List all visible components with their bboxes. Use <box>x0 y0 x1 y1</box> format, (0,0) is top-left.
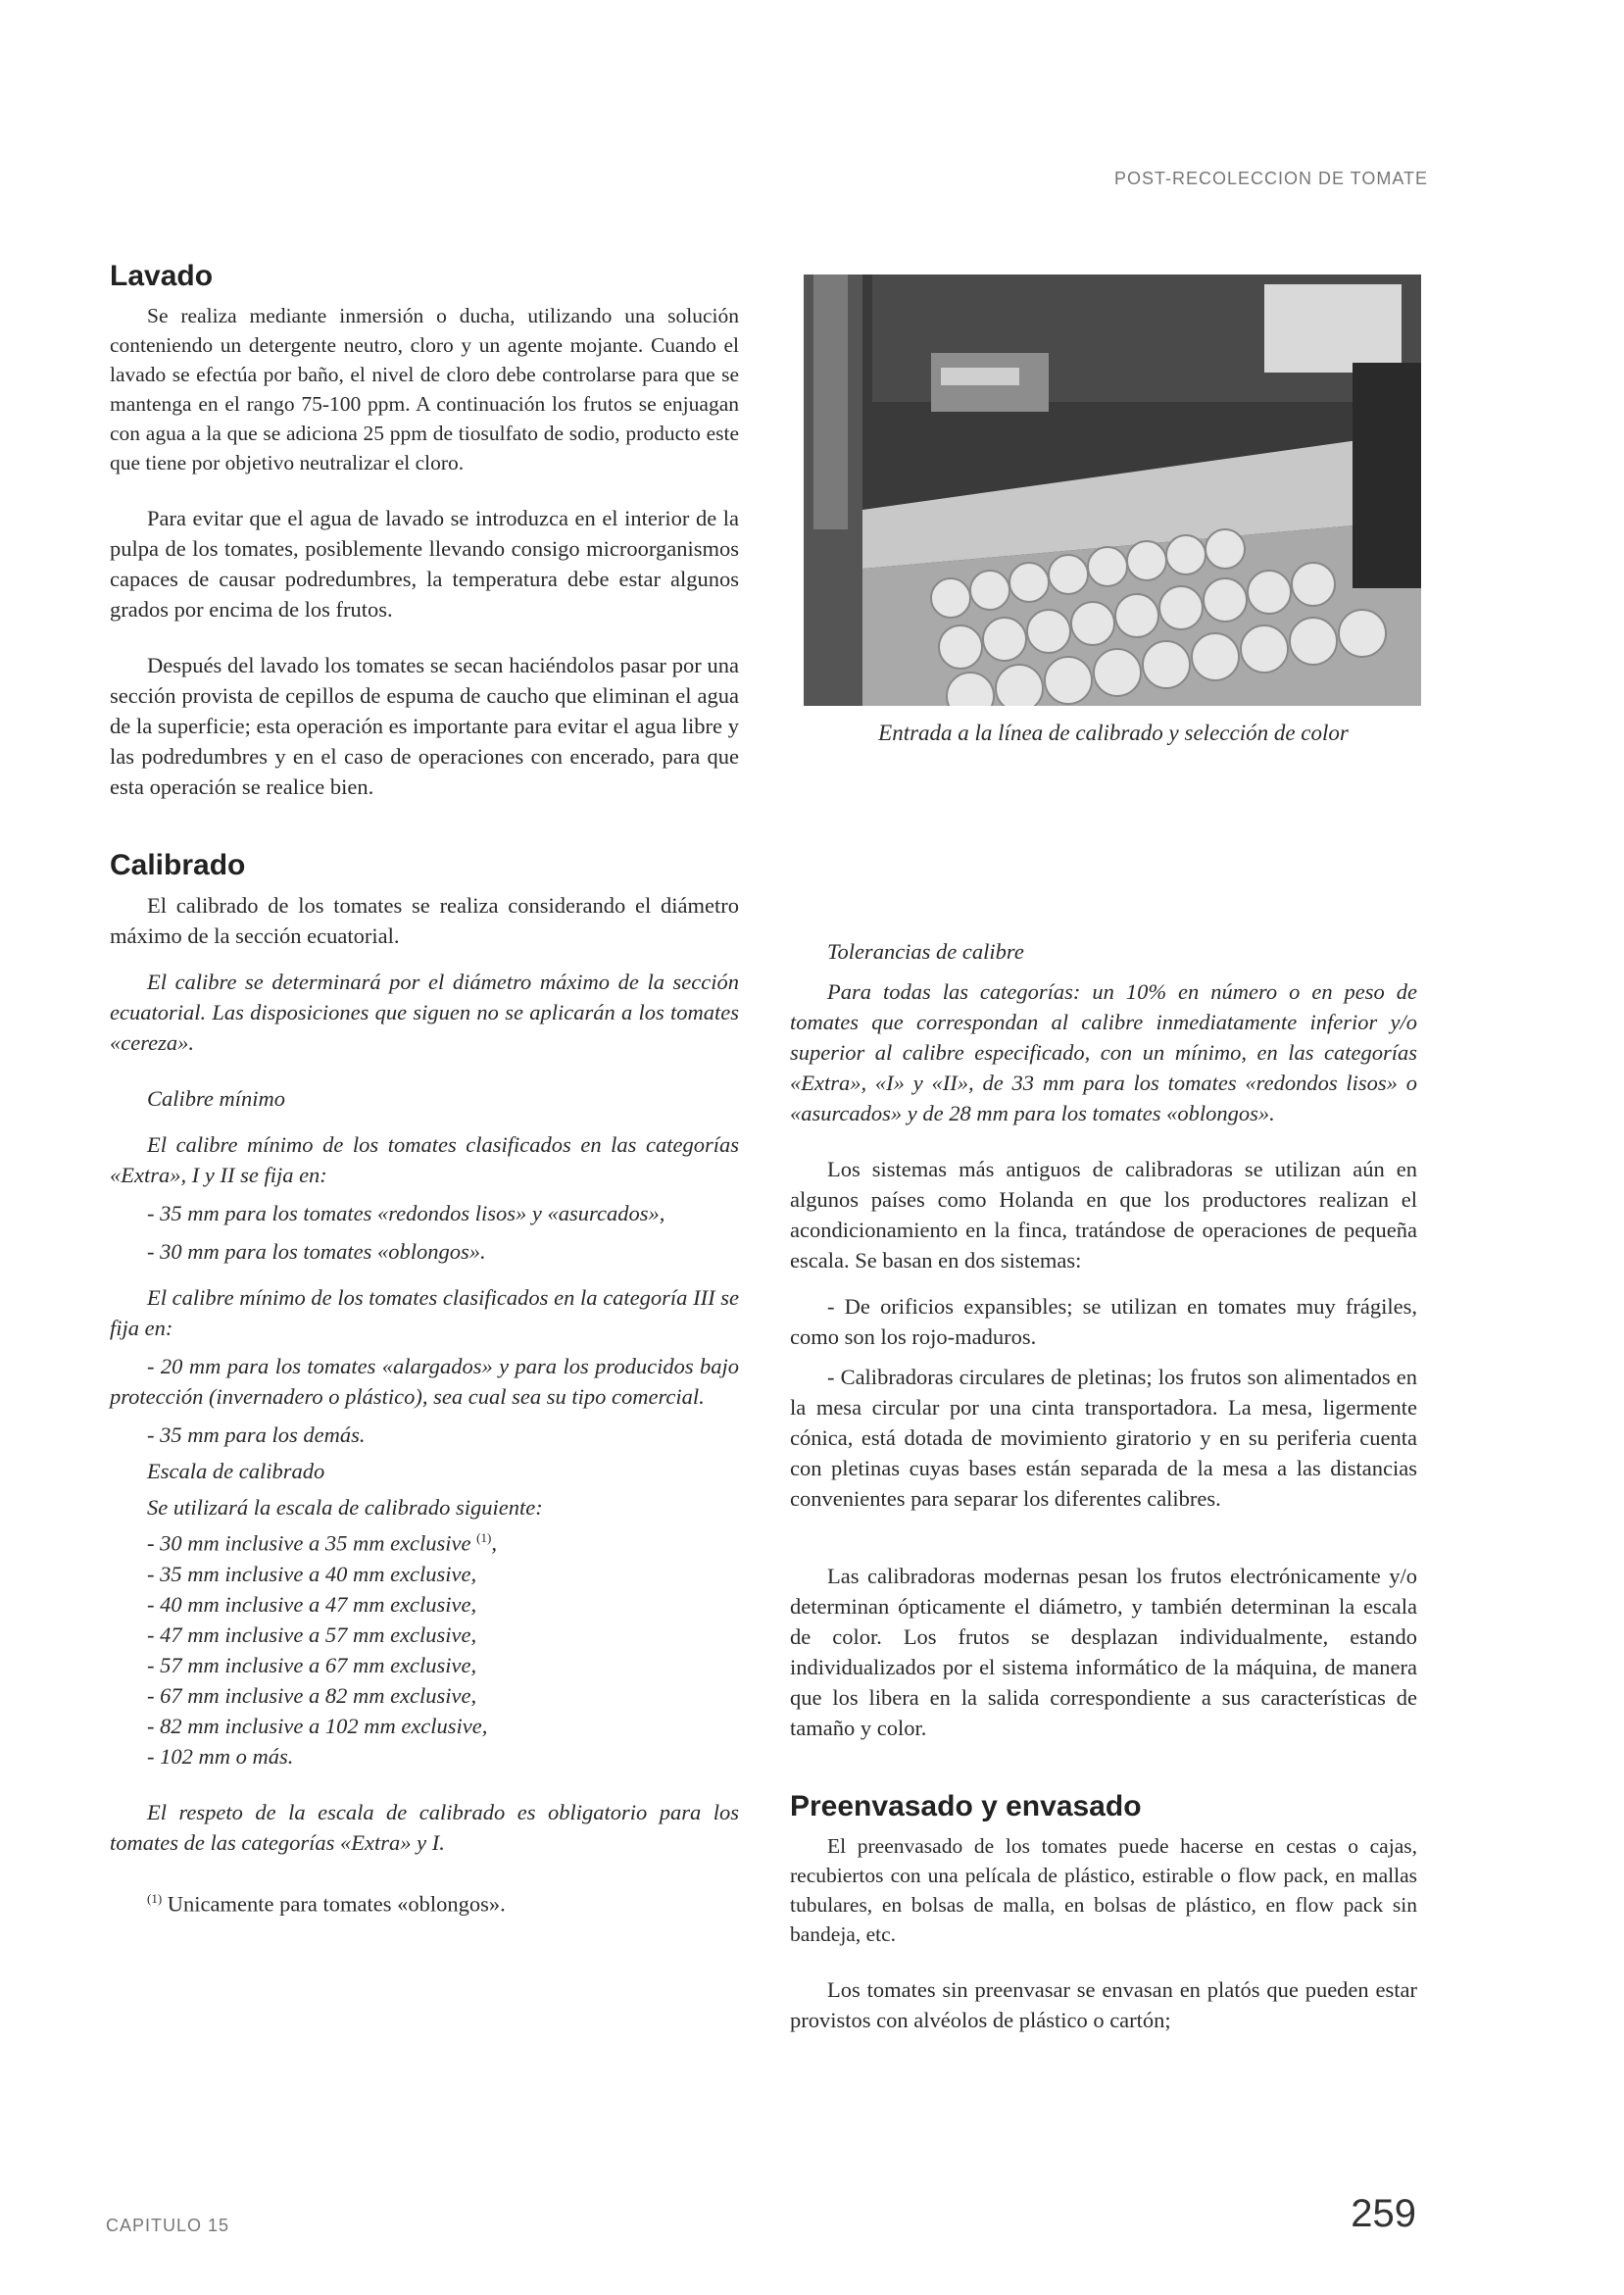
sistemas-paragraph-4: Las calibradoras modernas pesan los frutos electrónicamente y/o determinan ópticamente el diámetro, y también determinan la escala de color. Los frutos se desplazan individualmente, estando individualizados por el sistema informático de la máquina, de manera que los libera en la salida correspondiente a sus características de tamaño y color. <box>790 1564 1417 1740</box>
list-item: - 20 mm para los tomates «alargados» y para los producidos bajo protección (invernadero o plástico), sea cual sea su tipo comercial. <box>110 1354 739 1409</box>
section-title-lavado: Lavado <box>110 260 214 292</box>
escala-heading: Escala de calibrado <box>147 1459 325 1483</box>
list-item: - 82 mm inclusive a 102 mm exclusive, <box>147 1713 488 1738</box>
preenvasado-paragraph-1: El preenvasado de los tomates puede hacerse en cestas o cajas, recubiertos con una pelícala de plástico, estirable o flow pack, en mallas tubulares, en bolsas de malla, en bolsas de plástico, en flow pack sin bandeja, etc. <box>790 1834 1417 1946</box>
list-item: - 35 mm para los tomates «redondos lisos» y «asurcados», <box>147 1201 665 1225</box>
list-item: - 102 mm o más. <box>147 1743 294 1769</box>
photo-caption: Entrada a la línea de calibrado y selección de color <box>878 721 1349 745</box>
list-item: - 47 mm inclusive a 57 mm exclusive, <box>147 1621 477 1647</box>
section-title-calibrado: Calibrado <box>110 849 246 881</box>
escala-intro: Se utilizará la escala de calibrado siguiente: <box>147 1495 543 1520</box>
right-column <box>790 936 1417 2035</box>
left-column <box>110 260 739 1919</box>
lavado-paragraph-2: Para evitar que el agua de lavado se introduzca en el interior de la pulpa de los tomates, posiblemente llevando consigo microorganismos capaces de causar podredumbres, la temperatura debe estar algunos grados por encima de los frutos. <box>110 506 739 622</box>
preenvasado-paragraph-2: Los tomates sin preenvasar se envasan en platós que pueden estar provistos con alvéolos de plástico o cartón; <box>790 1977 1417 2032</box>
sistemas-paragraph-1: Los sistemas más antiguos de calibradoras se utilizan aún en algunos países como Holanda en que los productores realizan el acondicionamiento en la finca, tratándose de operaciones de pequeña escala. Se basan en dos sistemas: <box>790 1157 1417 1272</box>
section-title-preenvasado: Preenvasado y envasado <box>790 1790 1142 1822</box>
sistemas-paragraph-3: - Calibradoras circulares de pletinas; los frutos son alimentados en la mesa circular por una cinta transportadora. La mesa, ligermente cónica, está dotada de movimiento giratorio y en su periferia cuenta con pletinas cuyas bases están separada de la mesa a las distancias convenientes para separar los diferentes calibres. <box>790 1365 1417 1511</box>
list-item: - 35 mm para los demás. <box>147 1422 366 1447</box>
respeto-paragraph: El respeto de la escala de calibrado es obligatorio para los tomates de las categorías «Extra» y I. <box>110 1799 739 1855</box>
calibre-minimo-heading: Calibre mínimo <box>147 1086 286 1111</box>
tolerancias-paragraph: Para todas las categorías: un 10% en número o en peso de tomates que correspondan al calibre inmediatamente inferior y/o superior al calibre especificado, con un mínimo, en las categorías «Extra», «I» y «II», de 33 mm para los tomates «redondos lisos» o «asurcados» y de 28 mm para los tomates «oblongos». <box>790 979 1417 1125</box>
list-item: - 57 mm inclusive a 67 mm exclusive, <box>147 1652 477 1677</box>
footnote-ref: (1) <box>476 1530 492 1545</box>
sistemas-paragraph-2: - De orificios expansibles; se utilizan en tomates muy frágiles, como son los rojo-maduros. <box>790 1294 1417 1349</box>
chapter-label: CAPITULO 15 <box>106 2216 230 2235</box>
list-item: - 40 mm inclusive a 47 mm exclusive, <box>147 1591 477 1617</box>
footnote-mark: (1) <box>147 1890 163 1906</box>
footnote: $^{(1)}$ Unicamente para tomates «oblongos». <box>147 1890 506 1916</box>
list-item: - 67 mm inclusive a 82 mm exclusive, <box>147 1682 477 1708</box>
lavado-paragraph-1: Se realiza mediante inmersión o ducha, utilizando una solución conteniendo un detergente neutro, cloro y un agente mojante. Cuando el lavado se efectúa por baño, el nivel de cloro debe controlarse para que se mantenga en el rango 75-100 ppm. A continuación los frutos se enjuagan con agua a la que se adiciona 25 ppm de tiosulfato de sodio, producto este que tiene por objetivo neutralizar el cloro. <box>110 304 739 474</box>
calibre-minimo-paragraph-2: El calibre mínimo de los tomates clasificados en la categoría III se fija en: <box>110 1285 739 1340</box>
calibrado-paragraph-2: El calibre se determinará por el diámetro máximo de la sección ecuatorial. Las disposiciones que siguen no se aplicarán a los tomates «cereza». <box>110 970 739 1055</box>
list-item: - 30 mm inclusive a 35 mm exclusive $^{(1)}$, <box>147 1530 497 1556</box>
running-head: POST-RECOLECCION DE TOMATE <box>1113 169 1428 188</box>
photo-calibration-line <box>804 274 1421 706</box>
calibre-minimo-paragraph-1: El calibre mínimo de los tomates clasificados en las categorías «Extra», I y II se fija en: <box>110 1132 739 1187</box>
tolerancias-heading: Tolerancias de calibre <box>827 939 1024 964</box>
page-number: 259 <box>1351 2192 1416 2235</box>
list-item: - 35 mm inclusive a 40 mm exclusive, <box>147 1561 477 1586</box>
lavado-paragraph-3: Después del lavado los tomates se secan haciéndolos pasar por una sección provista de cepillos de espuma de caucho que eliminan el agua de la superficie; esta operación es importante para evitar el agua libre y las podredumbres y en el caso de operaciones con encerado, para que esta operación se realice bien. <box>110 653 739 799</box>
escala-list <box>110 1522 739 1771</box>
calibrado-paragraph-1: El calibrado de los tomates se realiza considerando el diámetro máximo de la sección ecuatorial. <box>110 893 739 948</box>
list-item: - 30 mm para los tomates «oblongos». <box>147 1239 486 1264</box>
